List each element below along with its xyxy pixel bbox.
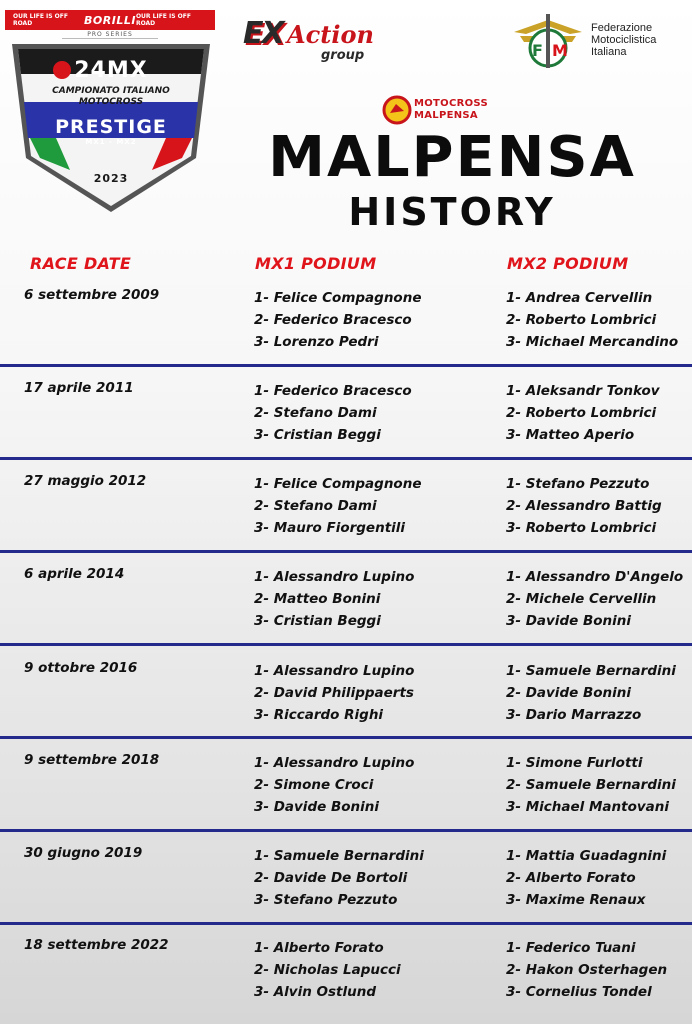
mx2-podium — [506, 752, 676, 818]
race-date: 17 aprile 2011 — [24, 380, 134, 396]
mx1-podium-entry: 2- Stefano Dami — [254, 498, 377, 514]
mx1-podium-entry: 2- David Philippaerts — [254, 685, 414, 701]
mx2-podium — [506, 566, 683, 632]
pro-series-label: PRO SERIES — [62, 31, 158, 39]
mx2-podium — [506, 473, 662, 539]
mx1-podium-entry: 1- Felice Compagnone — [254, 290, 422, 306]
mx1-podium — [254, 473, 421, 539]
mx2-podium — [506, 380, 660, 446]
mx2-podium-entry: 1- Samuele Bernardini — [506, 663, 676, 679]
mx2-podium-entry: 1- Federico Tuani — [506, 940, 636, 956]
fmi-line3: Italiana — [591, 46, 627, 58]
mx1-podium — [254, 937, 401, 1003]
mx2-podium-entry: 1- Mattia Guadagnini — [506, 848, 667, 864]
row-divider — [0, 922, 692, 925]
mx2-podium-entry: 1- Alessandro D'Angelo — [506, 569, 684, 585]
race-row — [0, 937, 692, 1030]
race-date: 6 aprile 2014 — [24, 566, 125, 582]
row-divider — [0, 364, 692, 367]
row-divider — [0, 829, 692, 832]
mx2-podium-entry: 3- Matteo Aperio — [506, 427, 635, 443]
race-date: 30 giugno 2019 — [24, 845, 143, 861]
mx1-podium-entry: 1- Alessandro Lupino — [254, 755, 415, 771]
page-subtitle: HISTORY — [348, 190, 556, 234]
mx1-podium-entry: 3- Alvin Ostlund — [254, 984, 376, 1000]
organizer-line1: MOTOCROSS — [414, 98, 488, 109]
mx1-podium-entry: 2- Nicholas Lapucci — [254, 962, 401, 978]
fmi-emblem-icon — [512, 12, 584, 70]
svg-text:M: M — [552, 41, 568, 60]
mx2-podium-entry: 2- Michele Cervellin — [506, 591, 657, 607]
mx2-podium-entry: 2- Alberto Forato — [506, 870, 636, 886]
mx1-podium-entry: 1- Samuele Bernardini — [254, 848, 424, 864]
organizer-name — [414, 98, 488, 122]
mx1-podium-entry: 1- Alessandro Lupino — [254, 569, 415, 585]
mx1-podium-entry: 3- Davide Bonini — [254, 799, 380, 815]
mx1-podium-entry: 3- Cristian Beggi — [254, 427, 381, 443]
exaction-group-logo — [243, 16, 378, 66]
mx2-podium — [506, 845, 666, 911]
mx1-podium-entry: 3- Cristian Beggi — [254, 613, 381, 629]
exaction-group: group — [321, 48, 365, 63]
mx1-podium-entry: 2- Matteo Bonini — [254, 591, 381, 607]
page-title: MALPENSA — [268, 125, 636, 190]
mx1-podium-entry: 2- Simone Croci — [254, 777, 374, 793]
race-row — [0, 660, 692, 753]
race-date: 9 settembre 2018 — [24, 752, 160, 768]
motocross-club-badge-icon — [382, 95, 412, 125]
mx2-podium-entry: 3- Roberto Lombrici — [506, 520, 657, 536]
mx2-podium-entry: 2- Alessandro Battig — [506, 498, 662, 514]
mx1-podium-entry: 2- Federico Bracesco — [254, 312, 412, 328]
column-header-mx1-podium: MX1 PODIUM — [255, 254, 377, 273]
mx2-podium — [506, 937, 667, 1003]
mx1-podium — [254, 287, 421, 353]
mx1-podium-entry: 1- Federico Bracesco — [254, 383, 412, 399]
mx1-podium — [254, 566, 414, 632]
column-header-mx2-podium: MX2 PODIUM — [507, 254, 629, 273]
borilli-right-tag: OUR LIFE IS OFF ROAD — [135, 13, 191, 27]
organizer-line2: MALPENSA — [414, 110, 478, 121]
fmi-name — [591, 22, 656, 58]
championship-series: PRESTIGE — [55, 116, 167, 138]
mx2-podium — [506, 287, 678, 353]
race-date: 27 maggio 2012 — [24, 473, 147, 489]
mx2-podium-entry: 2- Samuele Bernardini — [506, 777, 676, 793]
mx2-podium-entry: 2- Hakon Osterhagen — [506, 962, 668, 978]
mx1-podium-entry: 2- Stefano Dami — [254, 405, 377, 421]
svg-text:F: F — [532, 41, 543, 60]
borilli-pro-series-banner — [5, 10, 215, 30]
race-date: 9 ottobre 2016 — [24, 660, 138, 676]
borilli-brand: BORILLI — [84, 13, 136, 27]
championship-line2: MOTOCROSS — [78, 97, 144, 107]
championship-shield-logo — [10, 40, 212, 216]
borilli-left-tag: OUR LIFE IS OFF ROAD — [13, 13, 68, 27]
mx1-podium-entry: 3- Riccardo Righi — [254, 707, 384, 723]
championship-year: 2023 — [93, 172, 129, 185]
mx1-podium — [254, 845, 424, 911]
championship-classes: MX1 - MX2 — [85, 138, 137, 146]
exaction-ex: EX — [243, 16, 283, 51]
mx2-podium-entry: 3- Maxime Renaux — [506, 892, 646, 908]
mx2-podium-entry: 2- Roberto Lombrici — [506, 312, 657, 328]
mx2-podium-entry: 3- Dario Marrazzo — [506, 707, 642, 723]
mx2-podium-entry: 3- Michael Mercandino — [506, 334, 679, 350]
mx2-podium-entry: 3- Cornelius Tondel — [506, 984, 652, 1000]
mx1-podium — [254, 660, 414, 726]
mx1-podium-entry: 1- Felice Compagnone — [254, 476, 422, 492]
mx1-podium-entry: 2- Davide De Bortoli — [254, 870, 408, 886]
row-divider — [0, 736, 692, 739]
mx2-podium-entry: 1- Aleksandr Tonkov — [506, 383, 660, 399]
fmi-line1: Federazione — [591, 22, 653, 34]
mx1-podium-entry: 3- Stefano Pezzuto — [254, 892, 398, 908]
row-divider — [0, 457, 692, 460]
mx2-podium-entry: 1- Simone Furlotti — [506, 755, 643, 771]
fmi-line2: Motociclistica — [591, 34, 657, 46]
mx2-podium-entry: 2- Davide Bonini — [506, 685, 632, 701]
mx2-podium-entry: 3- Michael Mantovani — [506, 799, 669, 815]
mx1-podium-entry: 1- Alberto Forato — [254, 940, 384, 956]
race-date: 18 settembre 2022 — [24, 937, 169, 953]
mx1-podium — [254, 752, 414, 818]
mx1-podium-entry: 3- Mauro Fiorgentili — [254, 520, 406, 536]
mx1-podium — [254, 380, 412, 446]
mx1-podium-entry: 3- Lorenzo Pedri — [254, 334, 379, 350]
championship-line1: CAMPIONATO ITALIANO — [52, 86, 170, 96]
row-divider — [0, 550, 692, 553]
mx2-podium-entry: 1- Andrea Cervellin — [506, 290, 653, 306]
row-divider — [0, 643, 692, 646]
mx2-podium-entry: 3- Davide Bonini — [506, 613, 632, 629]
race-date: 6 settembre 2009 — [24, 287, 160, 303]
championship-brand: 24MX — [74, 58, 148, 83]
mx2-podium-entry: 2- Roberto Lombrici — [506, 405, 657, 421]
exaction-action: Action — [287, 20, 374, 49]
mx2-podium-entry: 1- Stefano Pezzuto — [506, 476, 650, 492]
mx1-podium-entry: 1- Alessandro Lupino — [254, 663, 415, 679]
mx2-podium — [506, 660, 676, 726]
motocross-malpensa-logo — [382, 95, 504, 127]
column-header-race-date: RACE DATE — [30, 254, 132, 273]
championship-name — [10, 86, 212, 108]
